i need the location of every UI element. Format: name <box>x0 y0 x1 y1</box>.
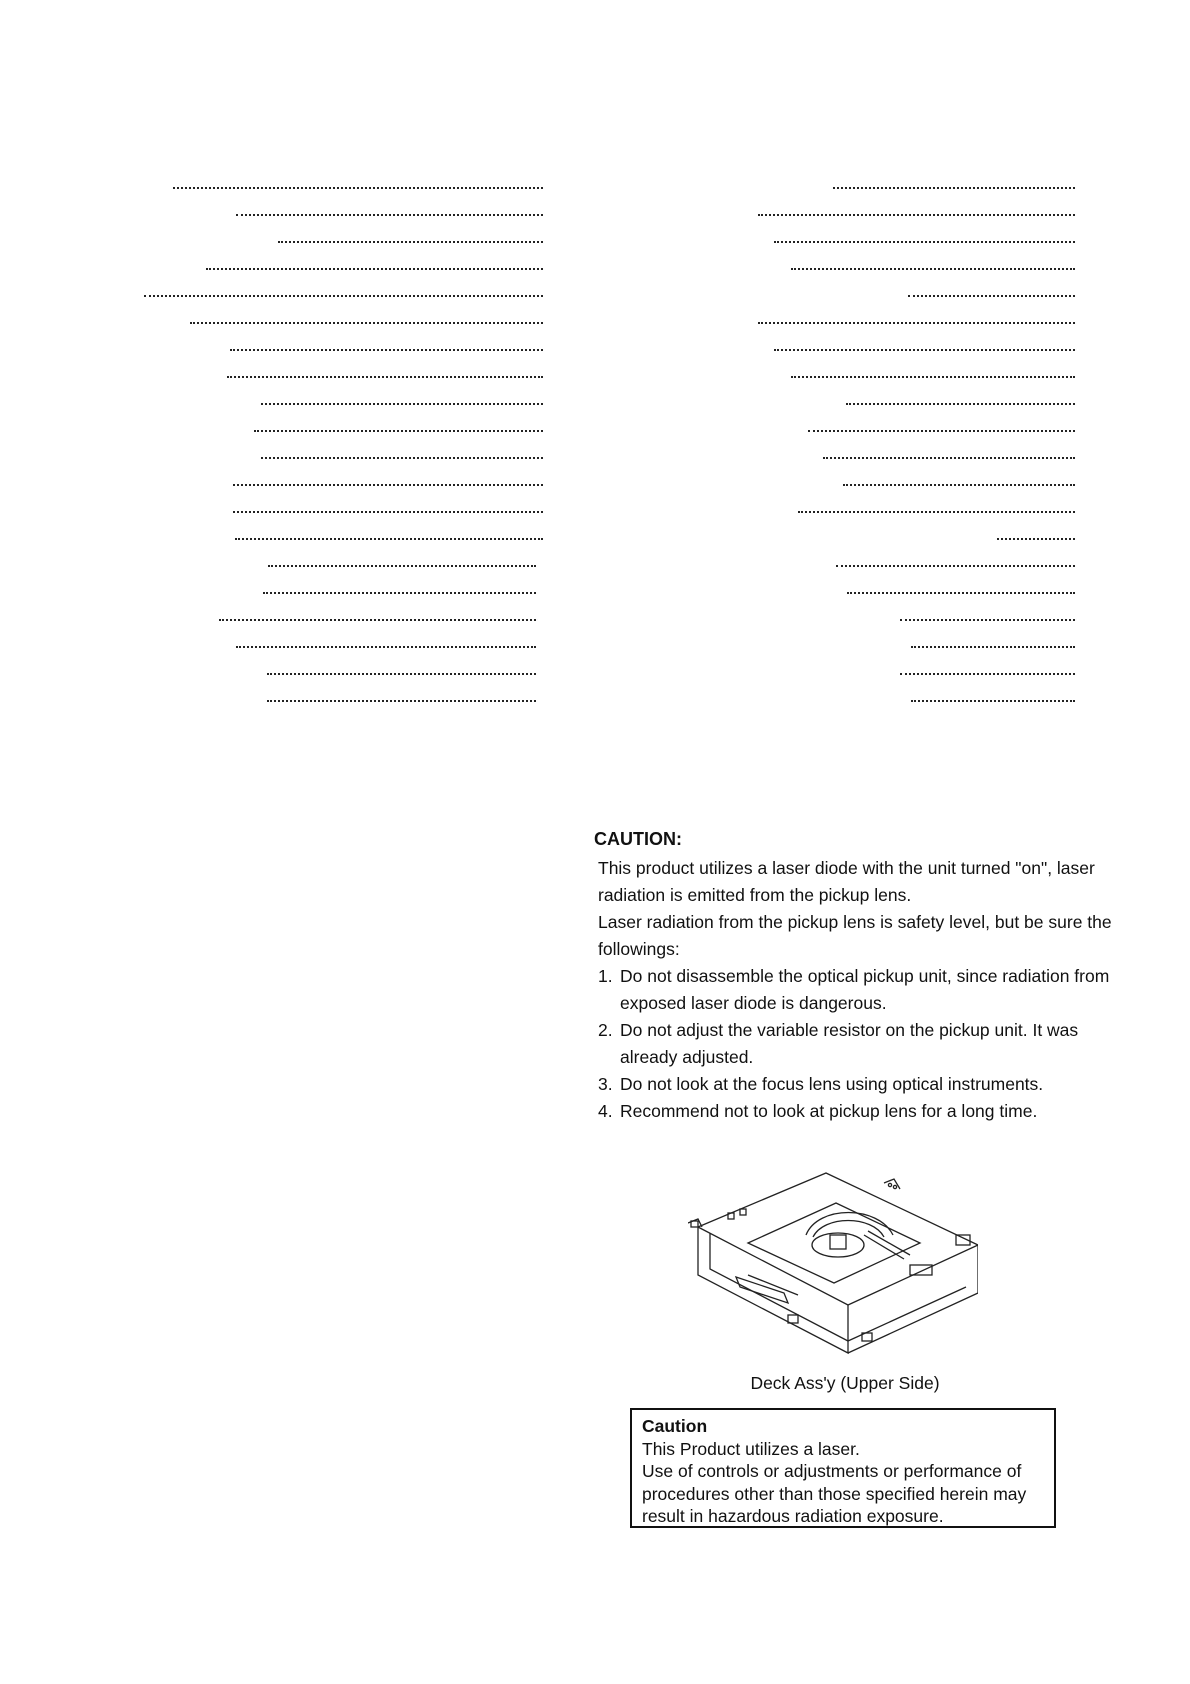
toc-leader <box>847 592 1075 594</box>
toc-leader <box>144 295 543 297</box>
toc-leader <box>911 646 1075 648</box>
toc-leader <box>267 700 536 702</box>
toc-leader <box>236 646 536 648</box>
toc-leader <box>190 322 543 324</box>
toc-leader <box>808 430 1075 432</box>
toc-leader <box>268 565 536 567</box>
toc-leader <box>836 565 1075 567</box>
item-number: 4. <box>598 1101 613 1121</box>
item-number: 1. <box>598 966 613 986</box>
toc-leader <box>206 268 543 270</box>
toc-leader <box>233 484 543 486</box>
toc-leader <box>823 457 1075 459</box>
toc-leader <box>774 241 1075 243</box>
item-number: 2. <box>598 1020 613 1040</box>
caution-list-item <box>598 1017 1118 1071</box>
caution-list-item <box>598 1071 1118 1098</box>
deck-assembly-drawing <box>688 1165 978 1355</box>
toc-leader <box>911 700 1075 702</box>
toc-leader <box>233 511 543 513</box>
toc-leader <box>278 241 543 243</box>
caution-intro-1: This product utilizes a laser diode with the unit turned "on", laser radiation is emitted from the pickup lens. <box>598 858 1095 905</box>
toc-leader <box>758 214 1075 216</box>
caution-heading: CAUTION: <box>594 829 682 849</box>
toc-leader <box>798 511 1075 513</box>
toc-leader <box>846 403 1075 405</box>
toc-leader <box>843 484 1075 486</box>
toc-leader <box>235 538 543 540</box>
toc-leader <box>219 619 536 621</box>
toc-leader <box>900 619 1075 621</box>
toc-leader <box>791 376 1075 378</box>
toc-leader <box>263 592 536 594</box>
toc-leader <box>230 349 543 351</box>
item-number: 3. <box>598 1074 613 1094</box>
toc-leader <box>261 403 543 405</box>
item-text: Recommend not to look at pickup lens for a long time. <box>620 1101 1038 1121</box>
toc-leader <box>774 349 1075 351</box>
caution-list <box>598 963 1118 1125</box>
toc-leader <box>997 538 1075 540</box>
toc-leader <box>267 673 536 675</box>
toc-leader <box>758 322 1075 324</box>
caution-list-item <box>598 963 1118 1017</box>
laser-caution-box <box>630 1408 1056 1528</box>
figure-caption: Deck Ass'y (Upper Side) <box>750 1373 940 1393</box>
toc-leader <box>254 430 543 432</box>
item-text: Do not disassemble the optical pickup unit, since radiation from exposed laser diode is dangerous. <box>620 966 1110 1013</box>
toc-leader <box>236 214 543 216</box>
toc-leader <box>227 376 543 378</box>
toc-leader <box>261 457 543 459</box>
toc-leader <box>173 187 543 189</box>
item-text: Do not adjust the variable resistor on the pickup unit. It was already adjusted. <box>620 1020 1079 1067</box>
toc-leader <box>900 673 1075 675</box>
toc-leader <box>791 268 1075 270</box>
laser-caution-section <box>594 826 1118 1125</box>
caution-box-title: Caution <box>642 1416 708 1436</box>
caution-box-line: This Product utilizes a laser. <box>642 1438 860 1459</box>
item-text: Do not look at the focus lens using optical instruments. <box>620 1074 1044 1094</box>
toc-leader <box>833 187 1075 189</box>
caution-list-item <box>598 1098 1118 1125</box>
caution-box-line: Use of controls or adjustments or performance of procedures other than those specified herein may result in hazardous radiation exposure. <box>642 1461 1027 1526</box>
toc-leader <box>908 295 1075 297</box>
caution-intro-2: Laser radiation from the pickup lens is safety level, but be sure the followings: <box>598 912 1112 959</box>
